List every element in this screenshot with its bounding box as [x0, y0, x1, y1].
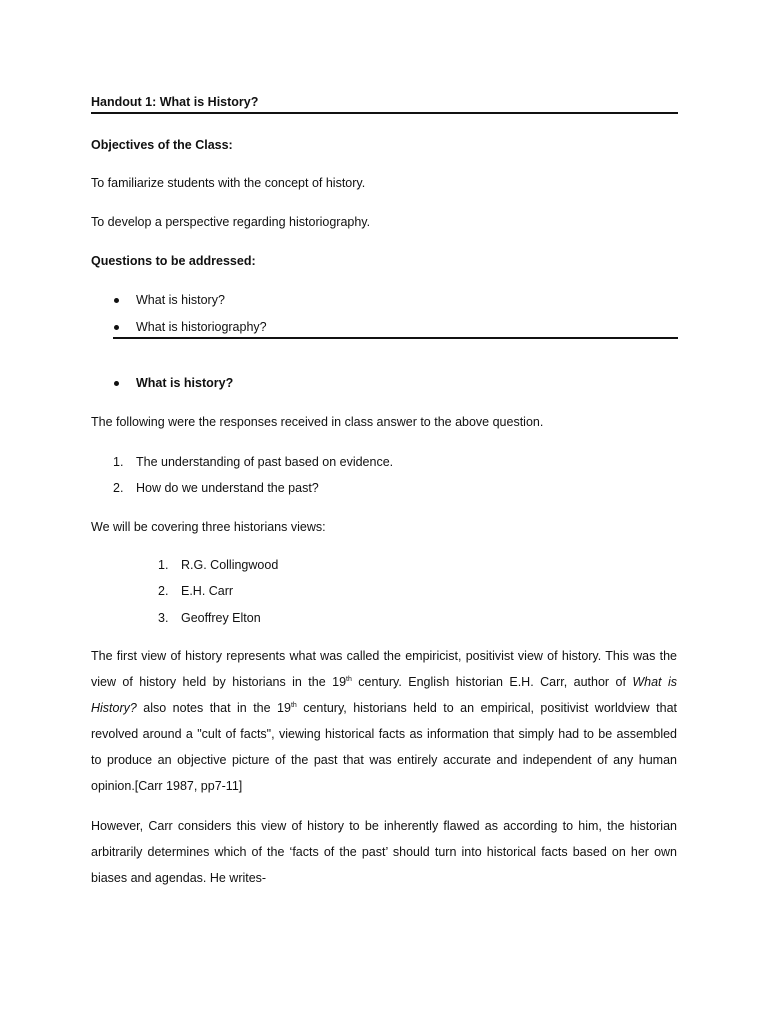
- handout-title: Handout 1: What is History?: [91, 95, 259, 109]
- historian-3-number: 3.: [158, 611, 169, 625]
- paragraph-carr-critique: [91, 813, 677, 891]
- paragraph-line: biases and agendas. He writes-: [91, 871, 267, 885]
- historian-3-name: Geoffrey Elton: [181, 611, 261, 625]
- paragraph-line: view of history held by historians in the 19th century. English historian E.H. Carr, author of What is: [91, 675, 677, 689]
- questions-rule: [113, 337, 678, 339]
- question-1: What is history?: [136, 293, 225, 307]
- book-title: What is: [632, 675, 677, 689]
- question-2: What is historiography?: [136, 320, 267, 334]
- section-heading: What is history?: [136, 376, 234, 390]
- paragraph-line: revolved around a "cult of facts", viewing historical facts as information that simply had to be assembled: [91, 727, 677, 741]
- paragraph-line: However, Carr considers this view of history to be inherently flawed as according to him, the historian: [91, 819, 677, 833]
- bullet-icon: [114, 298, 119, 303]
- response-1-text: The understanding of past based on evidence.: [136, 455, 394, 469]
- historian-2-number: 2.: [158, 584, 169, 598]
- response-2-number: 2.: [113, 481, 124, 495]
- title-rule: [91, 112, 678, 114]
- objectives-heading: Objectives of the Class:: [91, 138, 233, 152]
- bullet-icon: [114, 381, 119, 386]
- paragraph-line: History? also notes that in the 19th century, historians held to an empirical, positivist worldview that: [91, 701, 677, 715]
- responses-intro: The following were the responses received in class answer to the above question.: [91, 415, 544, 429]
- paragraph-line: opinion.[Carr 1987, pp7-11]: [91, 779, 243, 793]
- historians-intro: We will be covering three historians views:: [91, 520, 326, 534]
- historian-1-number: 1.: [158, 558, 169, 572]
- response-1-number: 1.: [113, 455, 124, 469]
- historian-2-name: E.H. Carr: [181, 584, 234, 598]
- paragraph-line: The first view of history represents what was called the empiricist, positivist view of history. This was the: [91, 649, 677, 663]
- objective-2: To develop a perspective regarding historiography.: [91, 215, 371, 229]
- book-title: History?: [91, 701, 137, 715]
- bullet-icon: [114, 325, 119, 330]
- questions-heading: Questions to be addressed:: [91, 254, 256, 268]
- historian-1-name: R.G. Collingwood: [181, 558, 279, 572]
- paragraph-line: to produce an objective picture of the past that was entirely accurate and independent of any human: [91, 753, 677, 767]
- paragraph-line: arbitrarily determines which of the ‘facts of the past’ should turn into historical facts based on her own: [91, 845, 677, 859]
- objective-1: To familiarize students with the concept of history.: [91, 176, 366, 190]
- response-2-text: How do we understand the past?: [136, 481, 319, 495]
- paragraph-empiricist-view: [91, 643, 677, 799]
